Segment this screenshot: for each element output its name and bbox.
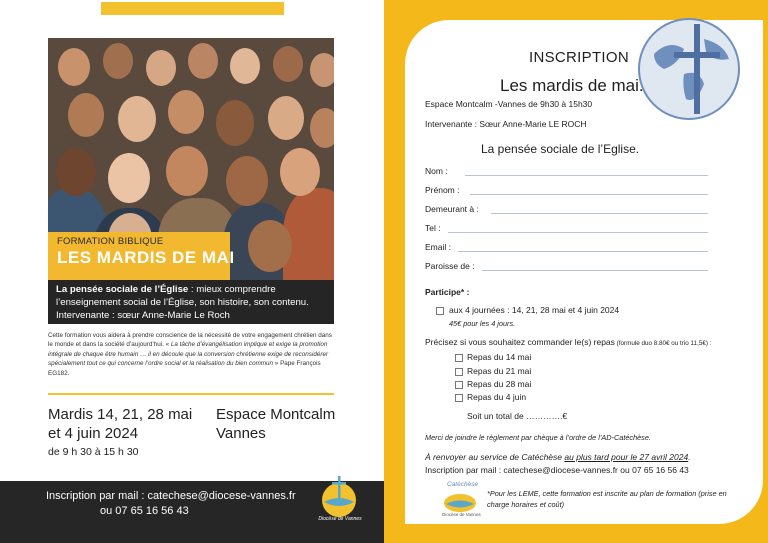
repas-4juin-checkbox[interactable] bbox=[455, 394, 463, 402]
dates-line-1: Mardis 14, 21, 28 mai bbox=[48, 406, 193, 423]
place-block bbox=[216, 405, 335, 443]
option-4-days-checkbox[interactable] bbox=[436, 307, 444, 315]
repas-4juin-label: Repas du 4 juin bbox=[467, 392, 527, 402]
place-line-1: Espace Montcalm bbox=[216, 406, 336, 423]
footer-email[interactable]: Inscription par mail : catechese@diocese-vannes.fr bbox=[46, 490, 296, 502]
intro-paragraph bbox=[48, 331, 336, 378]
diocese-logo-icon bbox=[314, 472, 364, 522]
repas-28-checkbox[interactable] bbox=[455, 381, 463, 389]
participe-label: Participe* : bbox=[425, 287, 470, 297]
top-accent-bar bbox=[101, 2, 284, 15]
email-field[interactable] bbox=[458, 251, 708, 252]
return-deadline-date: au plus tard pour le 27 avril 2024 bbox=[564, 452, 689, 462]
repas-21-checkbox[interactable] bbox=[455, 368, 463, 376]
description-bold: La pensée sociale de l’Église bbox=[56, 284, 189, 295]
total-line: Soit un total de ………….€ bbox=[467, 411, 568, 421]
option-4-days-label: aux 4 journées : 14, 21, 28 mai et 4 juin 2024 bbox=[449, 305, 620, 315]
divider bbox=[48, 393, 334, 395]
prenom-label: Prénom : bbox=[425, 185, 460, 195]
catechese-diocese: Diocèse de Vannes bbox=[442, 512, 481, 517]
event-title: Les mardis de mai. bbox=[500, 76, 644, 95]
globe-icon bbox=[634, 14, 744, 124]
place-line-2: Vannes bbox=[216, 425, 266, 442]
registration-contact[interactable]: Inscription par mail : catechese@diocese-vannes.fr ou 07 65 16 56 43 bbox=[425, 465, 689, 475]
paroisse-label: Paroisse de : bbox=[425, 261, 475, 271]
tel-label: Tel : bbox=[425, 223, 441, 233]
repas-21-label: Repas du 21 mai bbox=[467, 366, 532, 376]
tel-field[interactable] bbox=[448, 232, 708, 233]
nom-label: Nom : bbox=[425, 166, 448, 176]
catechese-wordmark: Catéchèse bbox=[447, 481, 479, 488]
intro-quote: La tâche d’évangélisation implique et exige la promotion intégrale de chaque être humain … il en découle que la conversion chrétienne exige de reconsidérer spécialement tout ce qui concerne l’ordre social et la réalisation du bien commun bbox=[48, 341, 329, 368]
intro-end: » Pape François EG182. bbox=[48, 360, 321, 377]
dates-block bbox=[48, 405, 192, 443]
formation-title: LES MARDIS DE MAI bbox=[57, 248, 235, 267]
repas-28-label: Repas du 28 mai bbox=[467, 379, 532, 389]
diocese-name: Diocèse de Vannes bbox=[318, 516, 362, 522]
repas-14-checkbox[interactable] bbox=[455, 354, 463, 362]
description-rest: : mieux comprendre l’enseignement social de l’Église, son histoire, son contenu. bbox=[56, 284, 309, 308]
return-text: À renvoyer au service de Catéchèse bbox=[425, 452, 565, 462]
intro-plain: Cette formation vous aidera à prendre conscience de la nécessité de votre engagement chrétien dans le monde et dans la société d’aujourd’hui. « bbox=[48, 332, 332, 349]
form-title: INSCRIPTION bbox=[529, 49, 629, 66]
hours: de 9 h 30 à 15 h 30 bbox=[48, 446, 139, 458]
payment-note: Merci de joindre le règlement par chèque à l’ordre de l’AD-Catéchèse. bbox=[425, 433, 651, 442]
formation-label: FORMATION BIBLIQUE bbox=[57, 236, 164, 247]
nom-field[interactable] bbox=[465, 175, 708, 176]
repas-note: (formule duo 8.80€ ou trio 11,5€) : bbox=[614, 340, 712, 347]
event-subtitle: La pensée sociale de l’Eglise. bbox=[481, 142, 640, 156]
dates-line-2: et 4 juin 2024 bbox=[48, 425, 139, 442]
event-speaker: Intervenante : Sœur Anne-Marie LE ROCH bbox=[425, 119, 587, 129]
event-place: Espace Montcalm -Vannes de 9h30 à 15h30 bbox=[425, 99, 593, 109]
repas-14-label: Repas du 14 mai bbox=[467, 352, 532, 362]
demeurant-label: Demeurant à : bbox=[425, 204, 479, 214]
footer-phone[interactable]: ou 07 65 16 56 43 bbox=[100, 505, 189, 517]
repas-question-text: Précisez si vous souhaitez commander le(s) repas bbox=[425, 337, 615, 347]
leme-note: *Pour les LEME, cette formation est inscrite au plan de formation (prise en charge horaires et coût) bbox=[487, 489, 727, 509]
return-deadline bbox=[425, 452, 691, 462]
paroisse-field[interactable] bbox=[482, 270, 708, 271]
return-end: . bbox=[688, 452, 691, 462]
demeurant-field[interactable] bbox=[491, 213, 708, 214]
prenom-field[interactable] bbox=[470, 194, 708, 195]
repas-question bbox=[425, 337, 711, 347]
option-price: 45€ pour les 4 jours. bbox=[449, 319, 516, 328]
speaker-line: Intervenante : sœur Anne-Marie Le Roch bbox=[56, 310, 230, 321]
description-text bbox=[56, 283, 332, 309]
email-label: Email : bbox=[425, 242, 451, 252]
